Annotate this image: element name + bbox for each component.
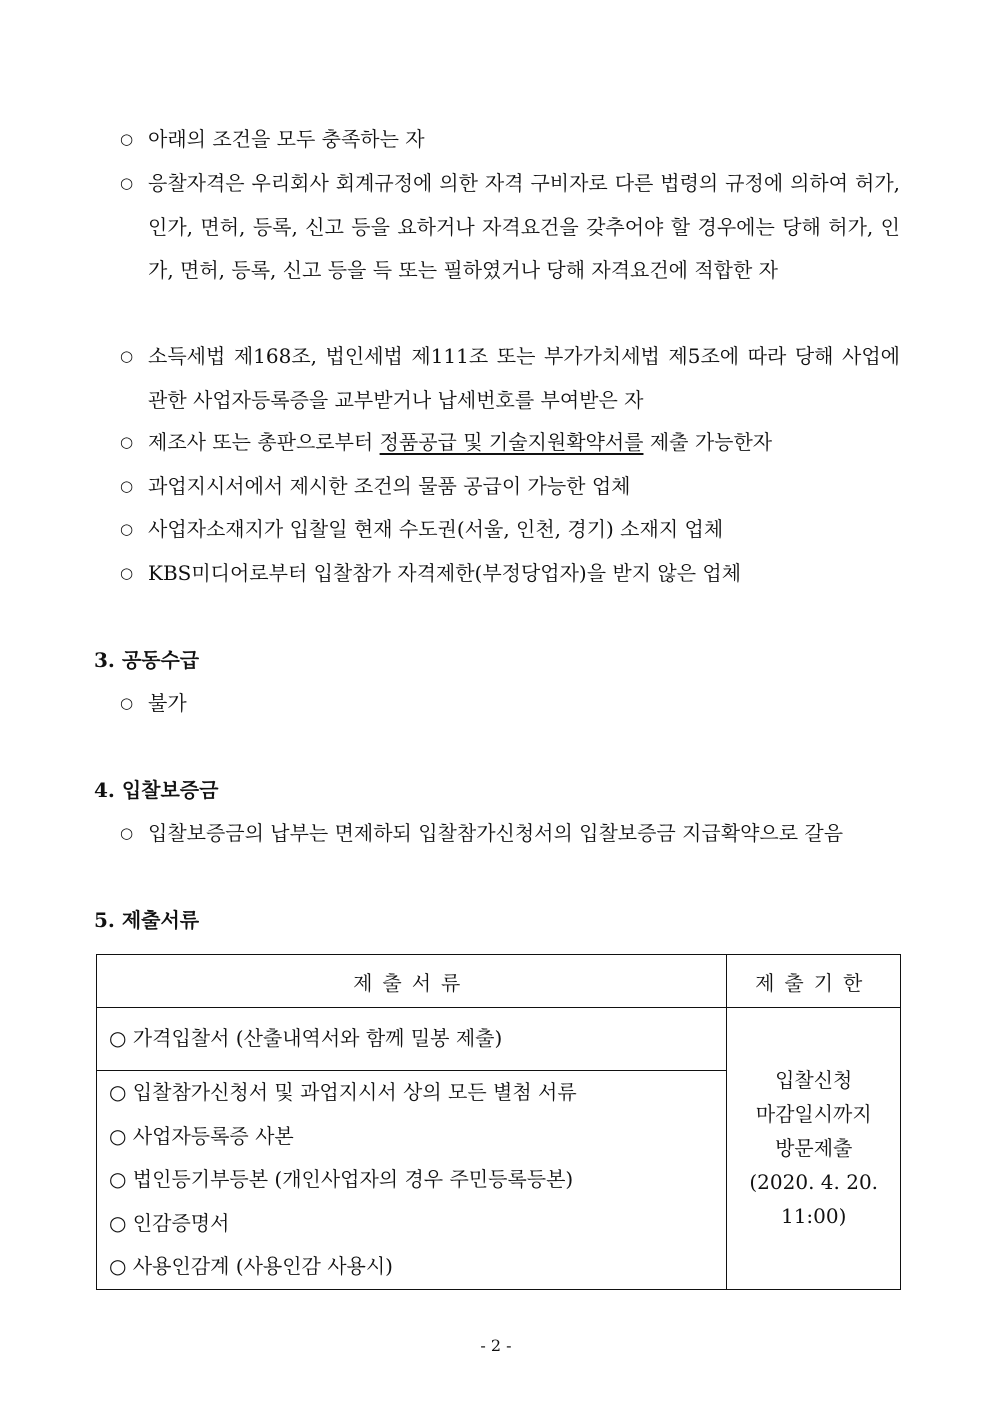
list-item: [120, 508, 900, 552]
deadline-line: 입찰신청: [775, 1068, 853, 1093]
bullet-icon: ○: [120, 824, 134, 842]
document-item: ○ 가격입찰서 (산출내역서와 함께 밀봉 제출): [109, 1026, 503, 1051]
submission-documents-table: [96, 954, 901, 1290]
bullet-icon: ○: [120, 433, 134, 451]
header-deadline: 제출기한: [727, 955, 901, 1008]
list-item-text: 과업지시서에서 제시한 조건의 물품 공급이 가능한 업체: [148, 474, 631, 498]
list-item-text: [148, 421, 900, 465]
list-item-text: 소득세법 제168조, 법인세법 제111조 또는 부가가치세법 제5조에 따라 당해 사업에 관한 사업자등록증을 교부받거나 납세번호를 부여받은 자: [148, 344, 900, 412]
header-documents: 제출서류: [97, 955, 727, 1008]
deadline-line: 방문제출: [775, 1136, 853, 1161]
list-item: [120, 465, 900, 509]
document-item: ○ 사업자등록증 사본: [109, 1123, 294, 1148]
list-item-text: 사업자소재지가 입찰일 현재 수도권(서울, 인천, 경기) 소재지 업체: [148, 517, 724, 541]
deadline-line: 마감일시까지: [755, 1102, 872, 1127]
list-item-text: 응찰자격은 우리회사 회계규정에 의한 자격 구비자로 다른 법령의 규정에 의하여 허가, 인가, 면허, 등록, 신고 등을 요하거나 자격요건을 갖추어야 할 경우에는 당해 허가, 인가, 면허, 등록, 신고 등을 득 또는 필하였거나 당해 자격요건에 적합한 자: [148, 171, 900, 282]
list-item-text: 불가: [148, 691, 187, 715]
list-item: [120, 682, 900, 726]
list-item: [120, 812, 900, 856]
page-number: - 2 -: [480, 1336, 512, 1355]
bullet-icon: ○: [120, 477, 134, 495]
table-row: [97, 1008, 901, 1071]
deadline-line: (2020. 4. 20.: [749, 1170, 879, 1195]
section-heading: 5. 제출서류: [94, 908, 200, 932]
bullet-icon: ○: [120, 694, 134, 712]
list-item-text: 입찰보증금의 납부는 면제하되 입찰참가신청서의 입찰보증금 지급확약으로 갈음: [148, 821, 844, 845]
list-item: [120, 335, 900, 422]
text-segment: 제조사 또는 총판으로부터: [148, 430, 380, 454]
list-item: [120, 118, 900, 162]
section-heading: 3. 공동수급: [94, 648, 200, 672]
document-group-cell: [97, 1008, 727, 1071]
text-segment: 제출 가능한자: [643, 430, 773, 454]
list-item: [120, 162, 900, 293]
list-item: [120, 421, 900, 465]
section-heading: 4. 입찰보증금: [94, 778, 219, 802]
bullet-icon: ○: [120, 347, 134, 365]
table-header-row: [97, 955, 901, 1008]
document-item: ○ 법인등기부등본 (개인사업자의 경우 주민등록등본): [109, 1167, 574, 1191]
document-item: ○ 사용인감계 (사용인감 사용시): [109, 1254, 393, 1278]
list-item-text: 아래의 조건을 모두 충족하는 자: [148, 127, 425, 151]
list-item: [120, 552, 900, 596]
bullet-icon: ○: [120, 130, 134, 148]
bullet-icon: ○: [120, 174, 134, 192]
document-item: ○ 인감증명서: [109, 1210, 230, 1235]
bullet-icon: ○: [120, 520, 134, 538]
underlined-text: 정품공급 및 기술지원확약서를: [379, 430, 644, 454]
bullet-icon: ○: [120, 564, 134, 582]
document-group-cell: [97, 1071, 727, 1290]
list-item-text: KBS미디어로부터 입찰참가 자격제한(부정당업자)을 받지 않은 업체: [148, 561, 742, 585]
document-item: ○ 입찰참가신청서 및 과업지시서 상의 모든 별첨 서류: [109, 1080, 577, 1104]
deadline-line: 11:00): [780, 1204, 847, 1229]
deadline-cell: [727, 1008, 901, 1290]
